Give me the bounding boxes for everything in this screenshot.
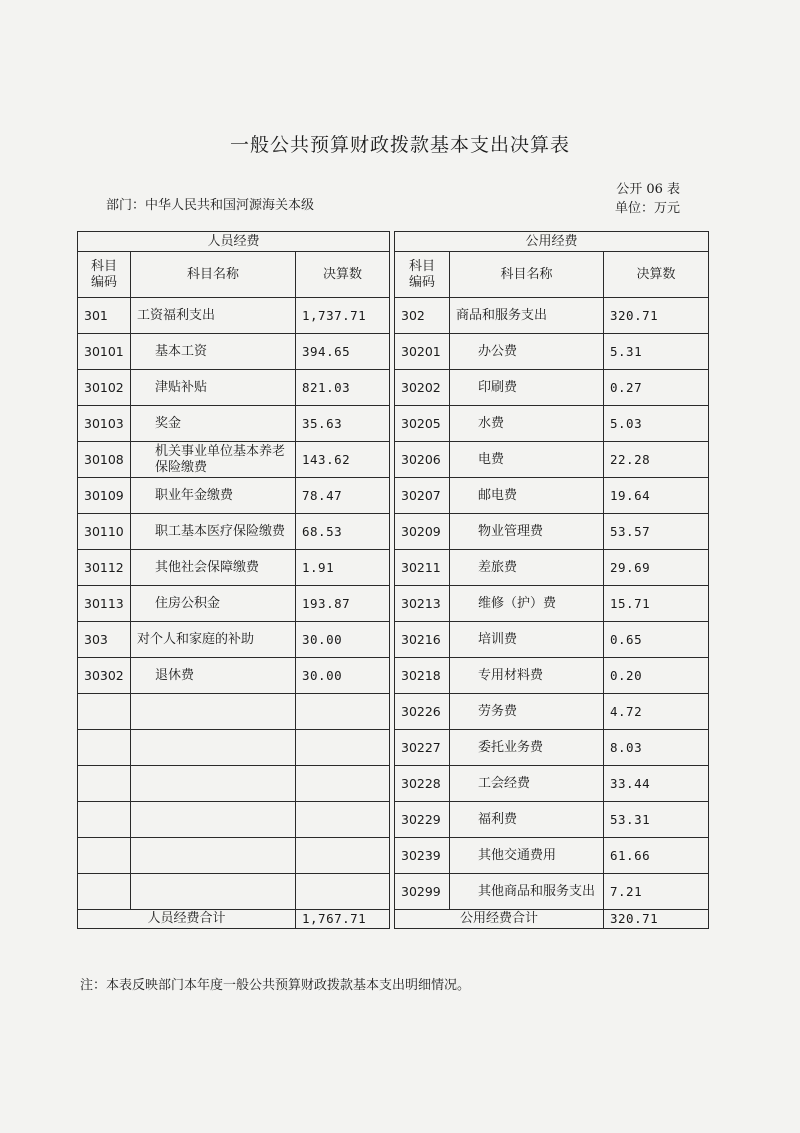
table-row <box>78 802 709 838</box>
right-name-text: 水费 <box>478 415 505 431</box>
left-name-cell <box>131 874 296 910</box>
left-name-cell <box>131 730 296 766</box>
left-amount-cell: 1.91 <box>296 550 390 586</box>
left-name-cell <box>131 442 296 478</box>
right-amount-cell: 8.03 <box>604 730 709 766</box>
left-name-cell <box>131 478 296 514</box>
right-code-cell: 30299 <box>395 874 450 910</box>
left-code-cell <box>78 694 131 730</box>
left-name-text: 基本工资 <box>155 343 208 359</box>
right-code-cell: 30213 <box>395 586 450 622</box>
left-name-cell <box>131 298 296 334</box>
left-code-cell <box>78 874 131 910</box>
left-amount-cell: 68.53 <box>296 514 390 550</box>
right-code-cell: 30226 <box>395 694 450 730</box>
right-amount-cell: 5.03 <box>604 406 709 442</box>
right-code-cell: 30209 <box>395 514 450 550</box>
right-amount-cell: 4.72 <box>604 694 709 730</box>
right-name-cell <box>450 874 604 910</box>
right-code-cell: 30205 <box>395 406 450 442</box>
header-code-right: 科目 编码 <box>395 252 450 298</box>
table-row <box>78 514 709 550</box>
totals-row <box>78 910 709 929</box>
right-amount-cell: 22.28 <box>604 442 709 478</box>
left-amount-cell <box>296 838 390 874</box>
personnel-total-label: 人员经费合计 <box>78 910 296 929</box>
right-code-cell: 30211 <box>395 550 450 586</box>
left-amount-cell: 394.65 <box>296 334 390 370</box>
right-name-cell <box>450 334 604 370</box>
left-code-cell: 30102 <box>78 370 131 406</box>
table-row <box>78 334 709 370</box>
left-name-text: 对个人和家庭的补助 <box>137 631 255 647</box>
table-row <box>78 658 709 694</box>
right-name-cell <box>450 514 604 550</box>
table-row <box>78 442 709 478</box>
left-name-text: 其他社会保障缴费 <box>155 559 260 575</box>
header-name-right: 科目名称 <box>450 252 604 298</box>
header-code-left: 科目 编码 <box>78 252 131 298</box>
right-code-cell: 30239 <box>395 838 450 874</box>
table-row <box>78 550 709 586</box>
left-code-cell <box>78 766 131 802</box>
right-code-cell: 30216 <box>395 622 450 658</box>
left-amount-cell: 143.62 <box>296 442 390 478</box>
left-code-cell: 30109 <box>78 478 131 514</box>
right-code-cell: 30206 <box>395 442 450 478</box>
table-row <box>78 874 709 910</box>
left-name-cell <box>131 766 296 802</box>
table-row <box>78 478 709 514</box>
table-row <box>78 622 709 658</box>
left-name-text: 奖金 <box>155 415 182 431</box>
left-code-cell: 30302 <box>78 658 131 694</box>
left-name-text: 退休费 <box>155 667 195 683</box>
right-amount-cell: 61.66 <box>604 838 709 874</box>
right-name-text: 维修（护）费 <box>478 595 557 611</box>
table-row <box>78 406 709 442</box>
left-amount-cell: 30.00 <box>296 658 390 694</box>
right-name-cell <box>450 622 604 658</box>
right-name-cell <box>450 658 604 694</box>
left-code-cell: 301 <box>78 298 131 334</box>
right-name-text: 福利费 <box>478 811 518 827</box>
expenditure-table <box>77 231 709 929</box>
right-amount-cell: 15.71 <box>604 586 709 622</box>
section-personnel: 人员经费 <box>78 232 390 252</box>
left-name-cell <box>131 622 296 658</box>
left-code-cell: 30101 <box>78 334 131 370</box>
left-amount-cell <box>296 766 390 802</box>
left-amount-cell: 35.63 <box>296 406 390 442</box>
left-name-text: 津贴补贴 <box>155 379 208 395</box>
left-amount-cell: 30.00 <box>296 622 390 658</box>
right-name-text: 委托业务费 <box>478 739 544 755</box>
right-amount-cell: 53.57 <box>604 514 709 550</box>
left-name-text: 职工基本医疗保险缴费 <box>155 523 286 539</box>
table-row <box>78 766 709 802</box>
personnel-total-amount: 1,767.71 <box>296 910 390 929</box>
table-row <box>78 298 709 334</box>
left-code-cell: 30110 <box>78 514 131 550</box>
right-amount-cell: 29.69 <box>604 550 709 586</box>
public-total-label: 公用经费合计 <box>395 910 604 929</box>
left-code-cell <box>78 730 131 766</box>
right-name-cell <box>450 586 604 622</box>
right-code-cell: 302 <box>395 298 450 334</box>
left-code-cell: 30112 <box>78 550 131 586</box>
right-name-cell <box>450 802 604 838</box>
right-name-cell <box>450 370 604 406</box>
right-amount-cell: 19.64 <box>604 478 709 514</box>
right-code-cell: 30227 <box>395 730 450 766</box>
left-code-cell <box>78 802 131 838</box>
left-name-text: 工资福利支出 <box>137 307 216 323</box>
header-amount-right: 决算数 <box>604 252 709 298</box>
left-name-cell <box>131 802 296 838</box>
left-name-cell <box>131 406 296 442</box>
right-name-text: 邮电费 <box>478 487 518 503</box>
column-header-row <box>78 252 709 298</box>
left-code-cell: 30113 <box>78 586 131 622</box>
left-code-cell <box>78 838 131 874</box>
right-name-text: 办公费 <box>478 343 518 359</box>
right-code-cell: 30229 <box>395 802 450 838</box>
right-code-cell: 30218 <box>395 658 450 694</box>
right-amount-cell: 7.21 <box>604 874 709 910</box>
right-amount-cell: 320.71 <box>604 298 709 334</box>
left-name-cell <box>131 838 296 874</box>
left-amount-cell: 78.47 <box>296 478 390 514</box>
right-name-text: 其他商品和服务支出 <box>478 883 596 899</box>
left-name-cell <box>131 334 296 370</box>
header-name-left: 科目名称 <box>131 252 296 298</box>
right-name-text: 物业管理费 <box>478 523 544 539</box>
footnote: 注：本表反映部门本年度一般公共预算财政拨款基本支出明细情况。 <box>80 978 471 993</box>
header-amount-left: 决算数 <box>296 252 390 298</box>
public-total-amount: 320.71 <box>604 910 709 929</box>
right-name-text: 商品和服务支出 <box>456 307 548 323</box>
left-code-cell: 30108 <box>78 442 131 478</box>
right-name-cell <box>450 730 604 766</box>
department-label: 部门：中华人民共和国河源海关本级 <box>106 198 315 213</box>
right-code-cell: 30228 <box>395 766 450 802</box>
right-name-cell <box>450 478 604 514</box>
left-name-cell <box>131 370 296 406</box>
left-name-text: 机关事业单位基本养老保险缴费 <box>155 443 286 475</box>
unit-label: 单位：万元 <box>614 201 680 216</box>
right-code-cell: 30207 <box>395 478 450 514</box>
right-amount-cell: 0.27 <box>604 370 709 406</box>
left-name-cell <box>131 550 296 586</box>
left-amount-cell <box>296 694 390 730</box>
left-amount-cell <box>296 730 390 766</box>
right-amount-cell: 53.31 <box>604 802 709 838</box>
left-amount-cell <box>296 802 390 838</box>
left-name-cell <box>131 514 296 550</box>
right-name-text: 其他交通费用 <box>478 847 557 863</box>
form-number: 公开 06 表 <box>616 182 680 197</box>
left-amount-cell: 821.03 <box>296 370 390 406</box>
right-code-cell: 30201 <box>395 334 450 370</box>
right-amount-cell: 5.31 <box>604 334 709 370</box>
right-name-cell <box>450 838 604 874</box>
page-title: 一般公共预算财政拨款基本支出决算表 <box>229 134 570 156</box>
left-amount-cell: 1,737.71 <box>296 298 390 334</box>
left-name-cell <box>131 586 296 622</box>
left-name-cell <box>131 658 296 694</box>
table-row <box>78 694 709 730</box>
left-name-text: 住房公积金 <box>155 595 221 611</box>
right-name-cell <box>450 550 604 586</box>
right-name-cell <box>450 442 604 478</box>
right-name-text: 电费 <box>478 451 505 467</box>
table-row <box>78 586 709 622</box>
right-amount-cell: 0.20 <box>604 658 709 694</box>
left-code-cell: 303 <box>78 622 131 658</box>
section-public: 公用经费 <box>395 232 709 252</box>
right-amount-cell: 33.44 <box>604 766 709 802</box>
section-header-row <box>78 232 709 252</box>
left-code-cell: 30103 <box>78 406 131 442</box>
right-name-cell <box>450 694 604 730</box>
table-row <box>78 838 709 874</box>
right-name-text: 专用材料费 <box>478 667 544 683</box>
left-name-cell <box>131 694 296 730</box>
right-amount-cell: 0.65 <box>604 622 709 658</box>
right-name-text: 印刷费 <box>478 379 518 395</box>
right-name-text: 劳务费 <box>478 703 518 719</box>
table-row <box>78 730 709 766</box>
left-amount-cell: 193.87 <box>296 586 390 622</box>
right-name-cell <box>450 298 604 334</box>
right-name-cell <box>450 766 604 802</box>
right-name-cell <box>450 406 604 442</box>
right-name-text: 差旅费 <box>478 559 518 575</box>
right-name-text: 工会经费 <box>478 775 531 791</box>
table-row <box>78 370 709 406</box>
left-amount-cell <box>296 874 390 910</box>
left-name-text: 职业年金缴费 <box>155 487 234 503</box>
right-name-text: 培训费 <box>478 631 518 647</box>
right-code-cell: 30202 <box>395 370 450 406</box>
